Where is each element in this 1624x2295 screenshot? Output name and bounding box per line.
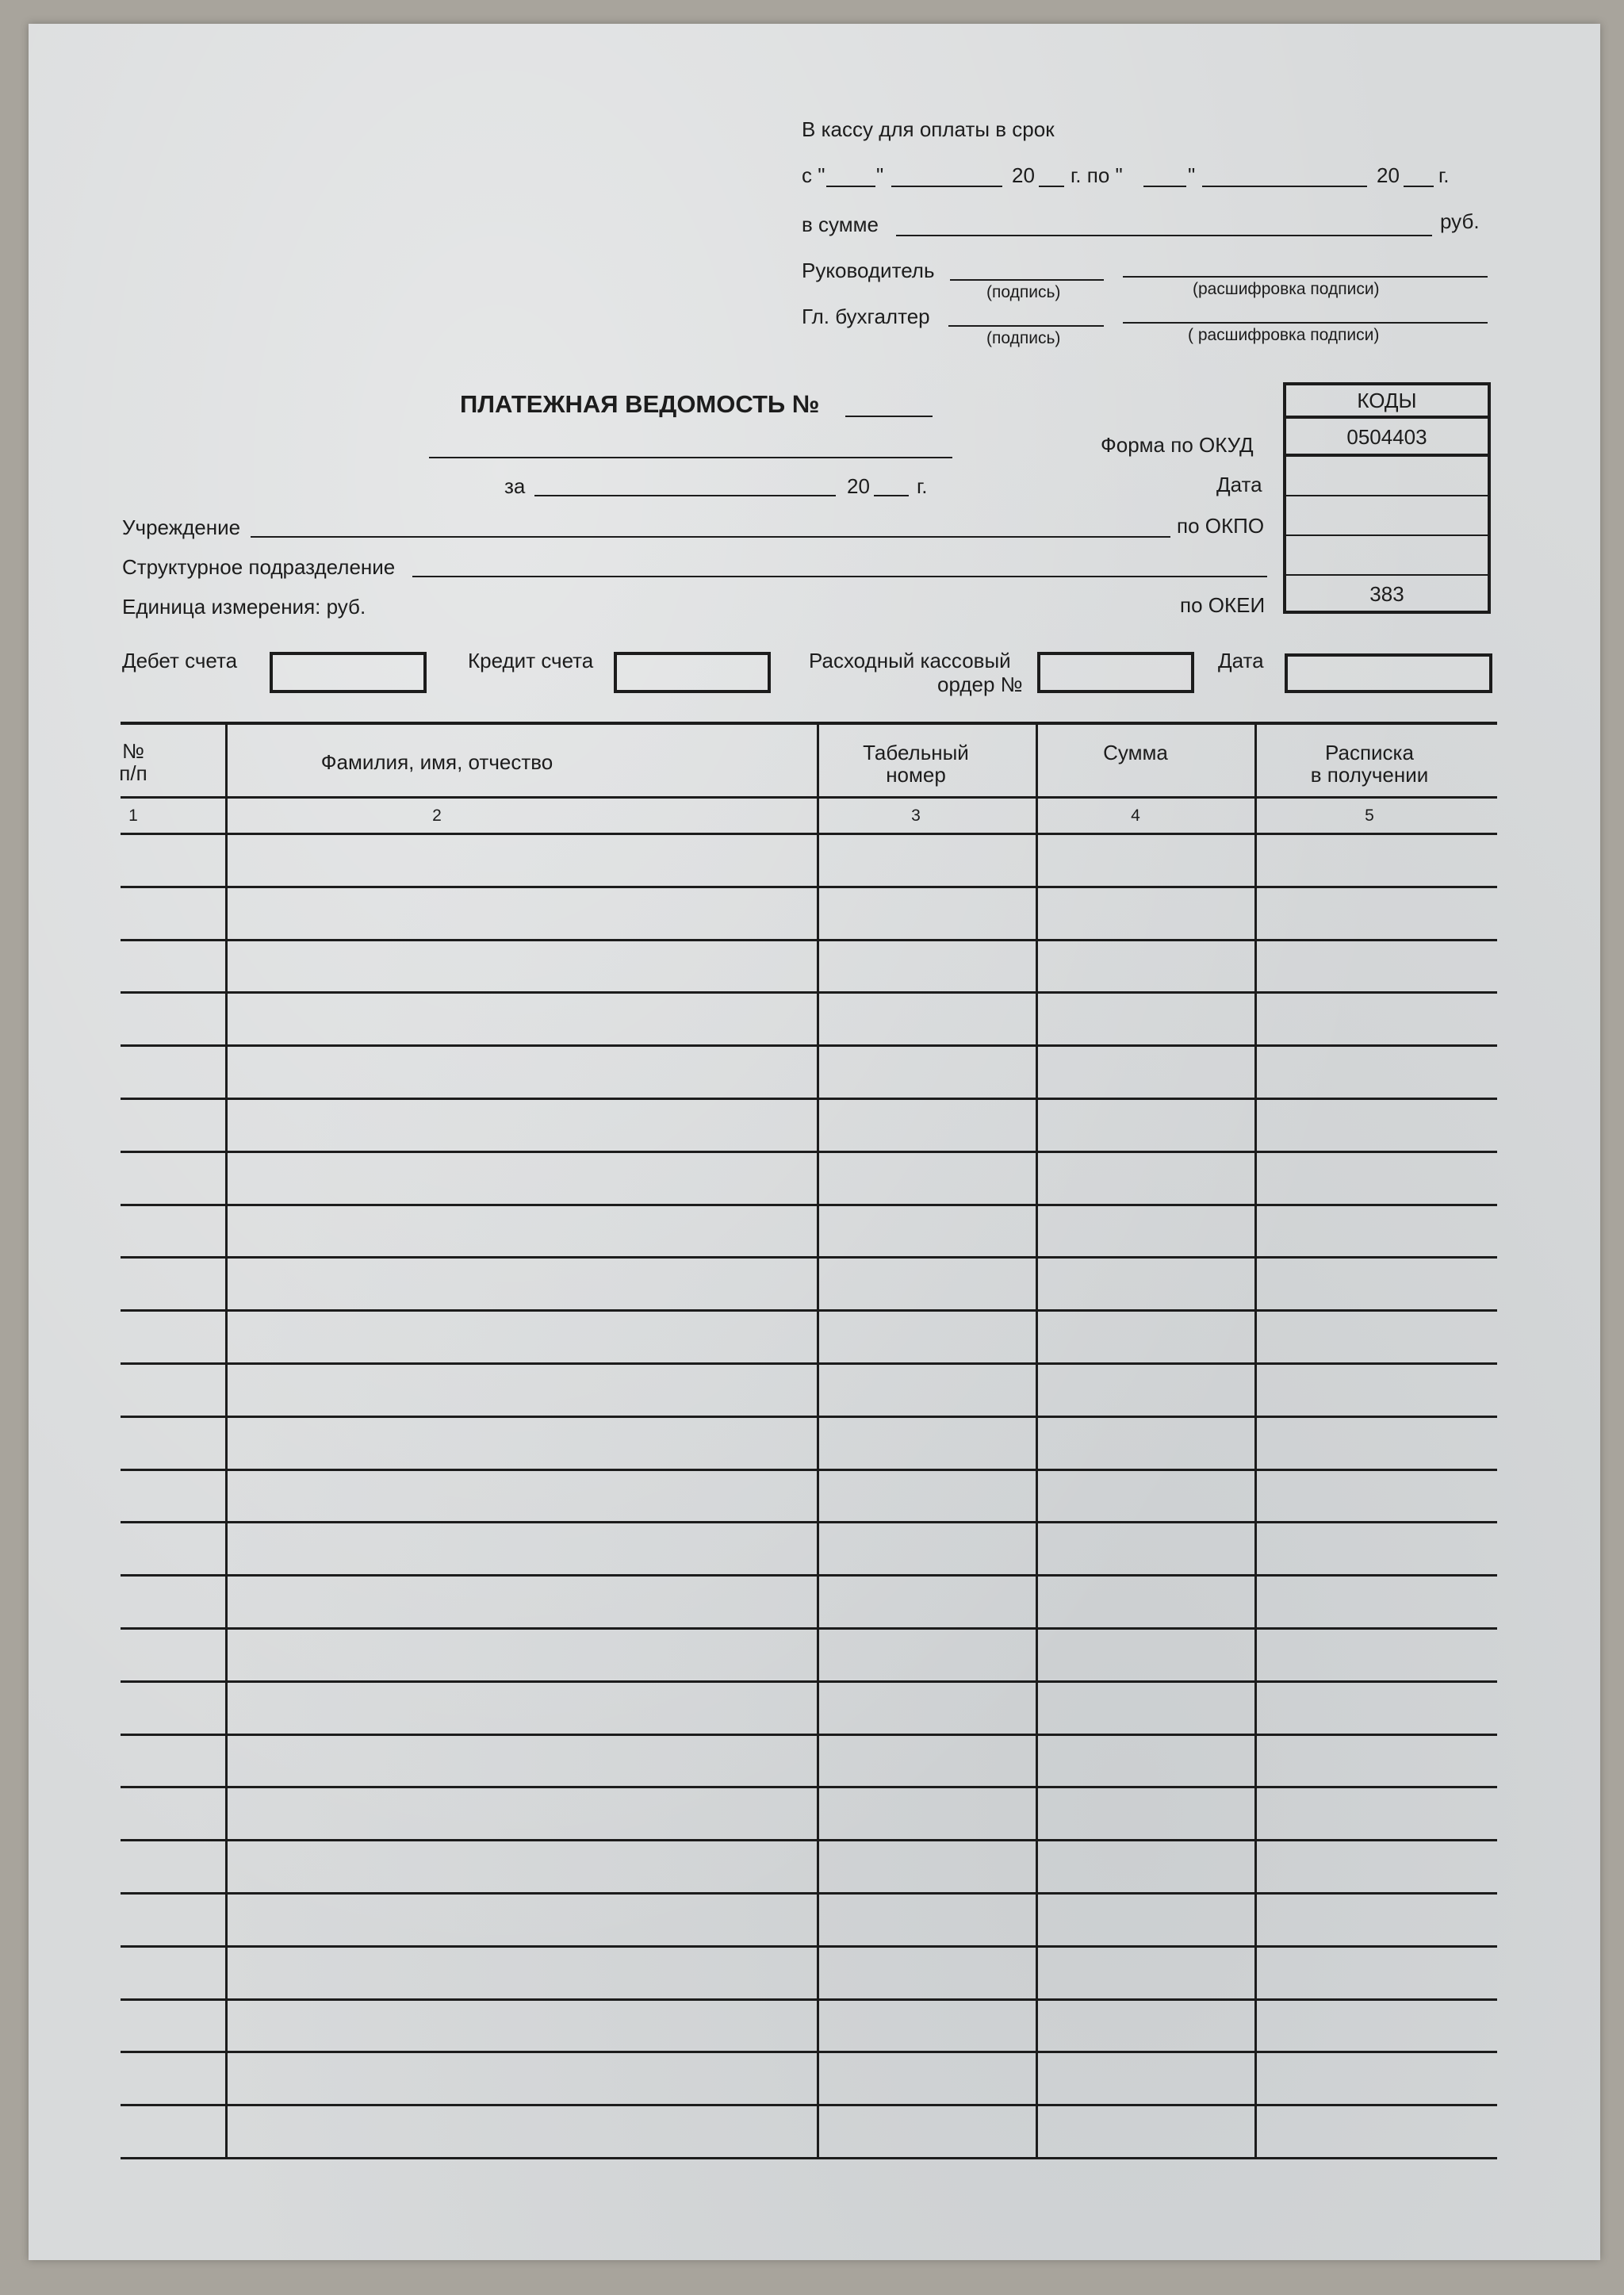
period-year-label: 20 xyxy=(847,474,870,498)
codes-header: КОДЫ xyxy=(1357,389,1417,412)
to-year-label: 20 xyxy=(1377,163,1400,187)
table-row[interactable] xyxy=(121,939,1497,992)
table-row[interactable] xyxy=(121,1786,1497,1839)
table-row[interactable] xyxy=(121,991,1497,1044)
accountant-signature-caption: (подпись) xyxy=(986,329,1061,347)
unit-label: Единица измерения: руб. xyxy=(122,595,366,619)
head-signature-caption: (подпись) xyxy=(986,283,1061,301)
col-number-4: 4 xyxy=(1131,807,1140,825)
table-row[interactable] xyxy=(121,2051,1497,2104)
table-row[interactable] xyxy=(121,1521,1497,1574)
table-header-divider xyxy=(121,796,1497,799)
col-number-5: 5 xyxy=(1365,807,1374,825)
okei-label: по ОКЕИ xyxy=(1180,593,1266,617)
table-row[interactable] xyxy=(121,1151,1497,1204)
period-year-suffix: г. xyxy=(917,474,928,498)
col-header-receipt-2: в получении xyxy=(1310,763,1429,787)
col-header-number-2: п/п xyxy=(119,761,147,785)
cash-payment-label: В кассу для оплаты в срок xyxy=(802,117,1055,141)
table-row[interactable] xyxy=(121,1680,1497,1734)
table-row[interactable] xyxy=(121,1627,1497,1680)
col-header-tab-2: номер xyxy=(886,763,946,787)
debit-label: Дебет счета xyxy=(122,649,238,672)
to-year-suffix: г. xyxy=(1438,163,1450,187)
page-title: ПЛАТЕЖНАЯ ВЕДОМОСТЬ № xyxy=(460,390,820,418)
to-quote: " xyxy=(1188,163,1196,187)
col-header-tab-1: Табельный xyxy=(863,741,969,764)
col-number-3: 3 xyxy=(911,807,921,825)
sum-label: в сумме xyxy=(802,213,879,236)
institution-label: Учреждение xyxy=(122,515,241,539)
from-year-label: 20 xyxy=(1012,163,1035,187)
table-row[interactable] xyxy=(121,1469,1497,1522)
col-header-receipt-1: Расписка xyxy=(1325,741,1414,764)
okud-value: 0504403 xyxy=(1346,425,1427,449)
cash-order-label-1: Расходный кассовый xyxy=(809,649,1011,672)
table-bottom-border xyxy=(121,2157,1497,2159)
col-number-2: 2 xyxy=(432,807,442,825)
table-row[interactable] xyxy=(121,1044,1497,1098)
table-row[interactable] xyxy=(121,1204,1497,1257)
sum-unit: руб. xyxy=(1440,209,1480,233)
date-code-label: Дата xyxy=(1216,473,1262,496)
col-number-1: 1 xyxy=(128,807,138,825)
to-date-prefix: г. по " xyxy=(1071,163,1123,187)
col-header-number-1: № xyxy=(122,739,144,763)
table-top-border xyxy=(121,722,1497,725)
table-row[interactable] xyxy=(121,1416,1497,1469)
table-row[interactable] xyxy=(121,833,1497,886)
from-quote: " xyxy=(876,163,884,187)
payment-table xyxy=(29,24,1600,2260)
table-row[interactable] xyxy=(121,1945,1497,1998)
table-row[interactable] xyxy=(121,1574,1497,1627)
table-row[interactable] xyxy=(121,886,1497,939)
subdivision-label: Структурное подразделение xyxy=(122,555,396,579)
table-row[interactable] xyxy=(121,1892,1497,1945)
okpo-label: по ОКПО xyxy=(1177,514,1265,538)
table-row[interactable] xyxy=(121,1256,1497,1309)
table-row[interactable] xyxy=(121,1362,1497,1416)
table-row[interactable] xyxy=(121,1309,1497,1362)
credit-label: Кредит счета xyxy=(468,649,594,672)
accountant-decode-caption: ( расшифровка подписи) xyxy=(1188,326,1380,344)
okei-value: 383 xyxy=(1369,582,1404,606)
head-label: Руководитель xyxy=(802,259,935,282)
table-row[interactable] xyxy=(121,1998,1497,2052)
accounts-date-label: Дата xyxy=(1218,649,1264,672)
table-row[interactable] xyxy=(121,1098,1497,1151)
col-header-sum: Сумма xyxy=(1103,741,1168,764)
table-row[interactable] xyxy=(121,1839,1497,1892)
period-for-label: за xyxy=(504,474,526,498)
col-header-name: Фамилия, имя, отчество xyxy=(320,750,553,774)
payment-sheet-form xyxy=(29,24,1600,2260)
okud-label: Форма по ОКУД xyxy=(1101,433,1254,457)
accountant-label: Гл. бухгалтер xyxy=(802,305,930,328)
cash-order-label-2: ордер № xyxy=(937,672,1023,696)
table-row[interactable] xyxy=(121,1734,1497,1787)
head-decode-caption: (расшифровка подписи) xyxy=(1193,280,1380,298)
table-row[interactable] xyxy=(121,2104,1497,2157)
from-date-prefix: с " xyxy=(802,163,825,187)
